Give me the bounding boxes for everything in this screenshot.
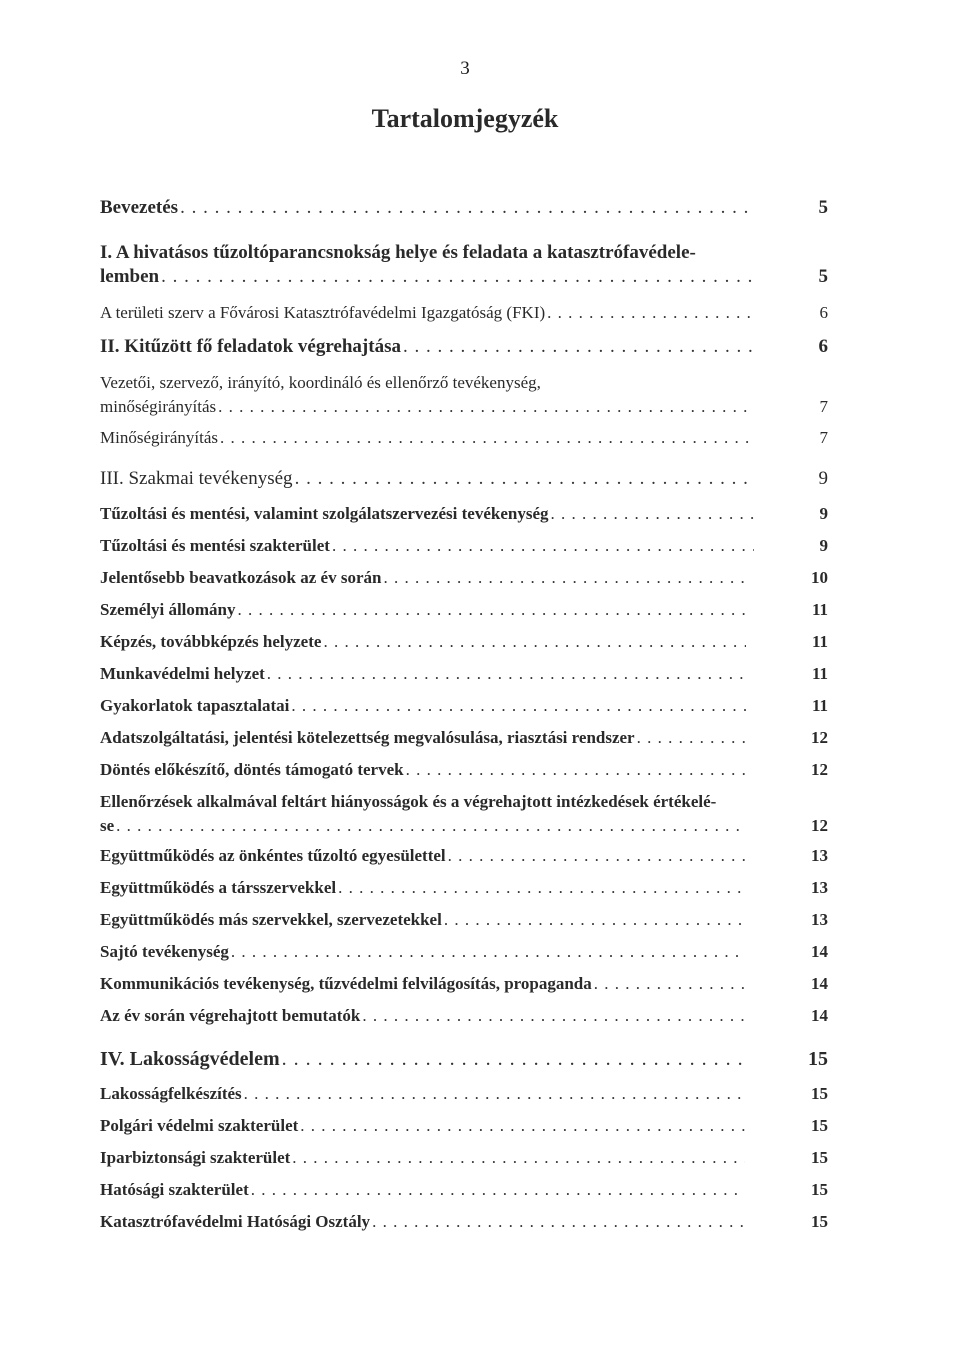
dot-leader — [244, 1083, 745, 1105]
page-ref: 15 — [811, 1148, 828, 1167]
page-ref: 15 — [811, 1180, 828, 1199]
page-ref: 15 — [811, 1116, 828, 1135]
page-ref: 9 — [819, 536, 828, 555]
page-ref: 15 — [811, 1084, 828, 1103]
toc-entry-teruleti-szerv[interactable]: A területi szerv a Fővárosi Katasztrófavédelmi Igazgatóság (FKI) . . . 6 — [100, 302, 828, 324]
page-ref: 5 — [818, 266, 828, 287]
dot-leader — [180, 197, 752, 219]
toc-entry-gyakorlatok[interactable]: Gyakorlatok tapasztalatai . . . 11 — [100, 695, 828, 717]
dot-leader — [161, 266, 752, 288]
dot-leader — [220, 427, 753, 449]
page-ref: 7 — [819, 428, 828, 447]
toc-entry-chapter-4[interactable]: IV. Lakosságvédelem . . . 15 — [100, 1048, 828, 1070]
page-ref: 9 — [819, 504, 828, 523]
dot-leader — [406, 759, 745, 781]
page-ref: 10 — [811, 568, 828, 587]
toc-entry-hatosagi-szakterulet[interactable]: Hatósági szakterület . . . 15 — [100, 1179, 828, 1201]
page-ref: 11 — [811, 696, 828, 715]
toc-entry-chapter-3[interactable]: III. Szakmai tevékenység . . . 9 — [100, 468, 828, 490]
page-ref: 9 — [818, 468, 828, 489]
page-ref: 6 — [819, 303, 828, 322]
page-ref: 12 — [811, 760, 828, 779]
dot-leader — [116, 815, 745, 837]
page-ref: 7 — [819, 397, 828, 416]
toc-entry-hatosagi-osztaly[interactable]: Katasztrófavédelmi Hatósági Osztály . . . 15 — [100, 1211, 828, 1233]
toc-entry-minosegiranyitas[interactable]: Minőségirányítás . . . 7 — [100, 427, 828, 449]
toc-entry-lakossagfelkeszites[interactable]: Lakosságfelkészítés . . . 15 — [100, 1083, 828, 1105]
page-ref: 15 — [811, 1212, 828, 1231]
toc-title: Tartalomjegyzék — [371, 104, 559, 133]
dot-leader — [218, 396, 753, 418]
dot-leader — [332, 535, 754, 557]
toc-entry-munkavedelmi-helyzet[interactable]: Munkavédelmi helyzet . . . 11 — [100, 663, 828, 685]
toc-entry-jelentosebb-beavatkozasok[interactable]: Jelentősebb beavatkozások az év során . . . 10 — [100, 567, 828, 589]
dot-leader — [323, 631, 746, 653]
toc-entry-dontes-elokeszito[interactable]: Döntés előkészítő, döntés támogató tervek . . . 12 — [100, 759, 828, 781]
dot-leader — [300, 1115, 745, 1137]
page-ref: 13 — [811, 846, 828, 865]
toc-entry-iparbiztonsagi[interactable]: Iparbiztonsági szakterület . . . 15 — [100, 1147, 828, 1169]
page-ref: 14 — [811, 942, 828, 961]
toc-entry-chapter-1[interactable]: I. A hivatásos tűzoltóparancsnokság helye és feladata a katasztrófavédele- lemben . . . 5 — [100, 242, 828, 288]
dot-leader — [362, 1005, 745, 1027]
dot-leader — [383, 567, 745, 589]
toc-entry-tuzoltasi-mentesi-szolgalat[interactable]: Tűzoltási és mentési, valamint szolgálatszervezési tevékenység . . . 9 — [100, 503, 828, 525]
dot-leader — [551, 503, 754, 525]
page-ref: 11 — [811, 664, 828, 683]
page-ref: 14 — [811, 1006, 828, 1025]
toc-entry-szemelyi-allomany[interactable]: Személyi állomány . . . 11 — [100, 599, 828, 621]
dot-leader — [251, 1179, 745, 1201]
dot-leader — [267, 663, 746, 685]
page-ref: 12 — [811, 728, 828, 747]
page-ref: 13 — [811, 910, 828, 929]
toc-entry-sajto[interactable]: Sajtó tevékenység . . . 14 — [100, 941, 828, 963]
toc-entry-tuzoltasi-mentesi-szakterulet[interactable]: Tűzoltási és mentési szakterület . . . 9 — [100, 535, 828, 557]
toc-entry-bemutatok[interactable]: Az év során végrehajtott bemutatók . . . 14 — [100, 1005, 828, 1027]
toc-entry-bevezetes[interactable]: Bevezetés . . . 5 — [100, 197, 828, 219]
dot-leader — [295, 468, 753, 490]
toc-entry-polgari-vedelmi[interactable]: Polgári védelmi szakterület . . . 15 — [100, 1115, 828, 1137]
dot-leader — [292, 1147, 745, 1169]
page-ref: 12 — [811, 816, 828, 835]
toc-entry-adatszolgaltatasi[interactable]: Adatszolgáltatási, jelentési kötelezettség megvalósulása, riasztási rendszer . . . 12 — [100, 727, 828, 749]
toc-entry-onkentes-tuzolto[interactable]: Együttműködés az önkéntes tűzoltó egyesülettel . . . 13 — [100, 845, 828, 867]
dot-leader — [372, 1211, 745, 1233]
page-ref: 6 — [818, 336, 828, 357]
page-ref: 14 — [811, 974, 828, 993]
dot-leader — [448, 845, 745, 867]
page-ref: 5 — [818, 197, 828, 218]
dot-leader — [637, 727, 745, 749]
toc-entry-kommunikacios[interactable]: Kommunikációs tevékenység, tűzvédelmi felvilágosítás, propaganda . . . 14 — [100, 973, 828, 995]
dot-leader — [231, 941, 745, 963]
page-ref: 15 — [808, 1048, 828, 1070]
dot-leader — [282, 1048, 742, 1070]
page-number: 3 — [460, 58, 470, 79]
toc-entry-tarsszervek[interactable]: Együttműködés a társszervekkel . . . 13 — [100, 877, 828, 899]
toc-entry-vezetoi[interactable]: Vezetői, szervező, irányító, koordináló és ellenőrző tevékenység, minőségirányítás . . . 7 — [100, 372, 828, 418]
dot-leader — [594, 973, 745, 995]
page-ref: 11 — [811, 632, 828, 651]
toc-entry-kepzes[interactable]: Képzés, továbbképzés helyzete . . . 11 — [100, 631, 828, 653]
dot-leader — [444, 909, 745, 931]
toc-entry-ellenorzesek[interactable]: Ellenőrzések alkalmával feltárt hiányosságok és a végrehajtott intézkedések értékelé- se . . . 12 — [100, 791, 828, 837]
dot-leader — [338, 877, 745, 899]
dot-leader — [291, 695, 746, 717]
page-ref: 11 — [811, 600, 828, 619]
toc-entry-mas-szervek[interactable]: Együttműködés más szervekkel, szervezetekkel . . . 13 — [100, 909, 828, 931]
dot-leader — [238, 599, 746, 621]
toc-entry-chapter-2[interactable]: II. Kitűzött fő feladatok végrehajtása . . . 6 — [100, 336, 828, 358]
page-ref: 13 — [811, 878, 828, 897]
dot-leader — [403, 336, 753, 358]
dot-leader — [547, 302, 753, 324]
